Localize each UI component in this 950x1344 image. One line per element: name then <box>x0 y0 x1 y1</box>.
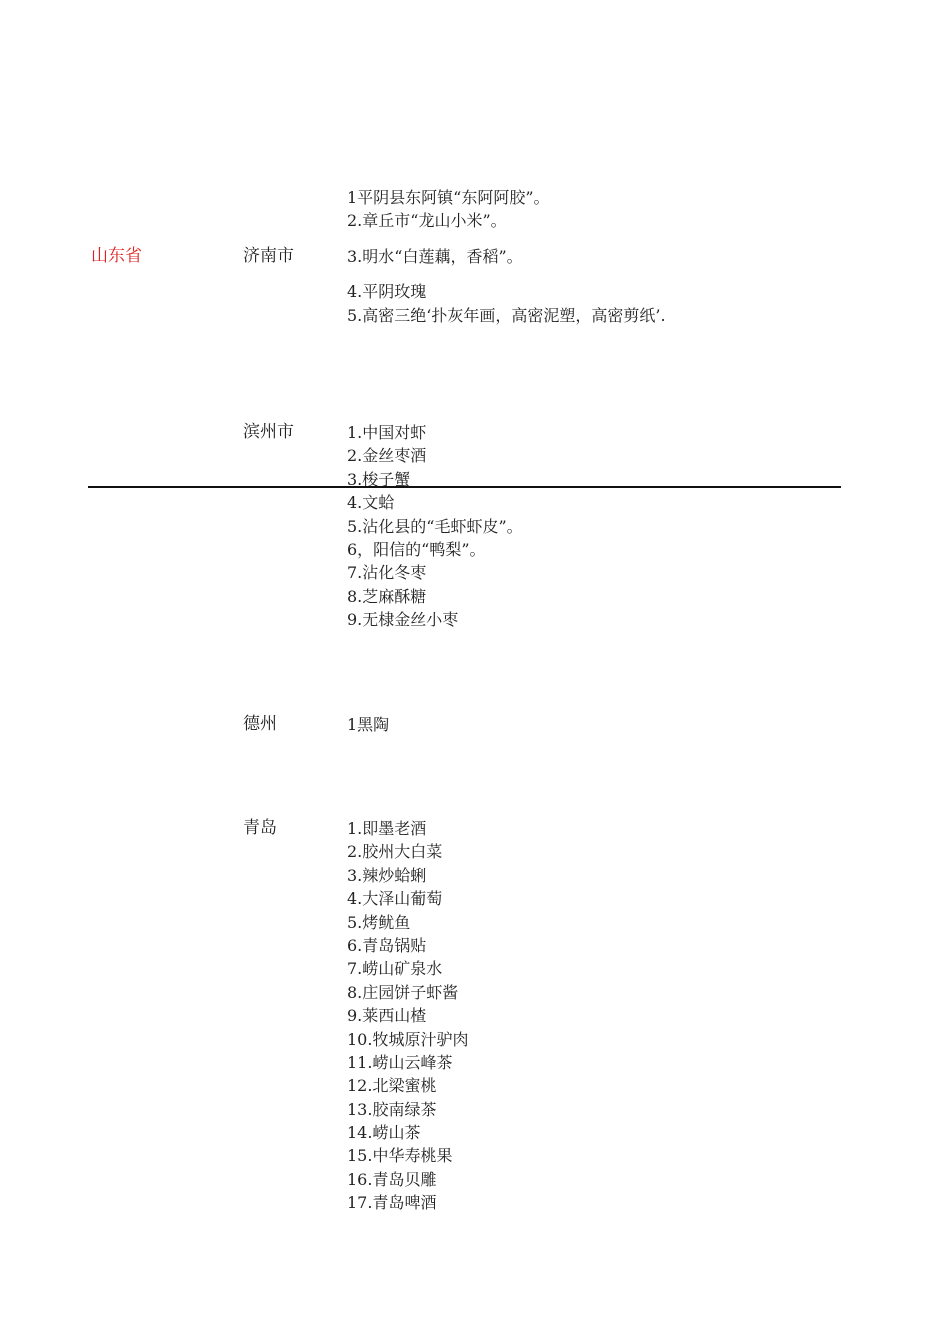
list-item: 2.章丘市“龙山小米”。 <box>347 211 507 231</box>
list-item: 3.梭子蟹 <box>347 469 411 489</box>
list-item: 2.金丝枣酒 <box>347 446 427 466</box>
list-item: 5.烤鱿鱼 <box>347 912 411 932</box>
list-item: 1.即墨老酒 <box>347 819 427 838</box>
list-item: 3.辣炒蛤蜊 <box>347 865 427 885</box>
list-item: 16.青岛贝雕 <box>347 1169 437 1189</box>
list-item: 1黑陶 <box>347 715 390 734</box>
specialty-list-qingdao <box>347 817 468 1215</box>
list-item: 13.胶南绿茶 <box>347 1099 437 1119</box>
city-label-qingdao: 青岛 <box>243 818 277 838</box>
city-label-dezhou: 德州 <box>243 714 277 734</box>
list-item: 6.青岛锅贴 <box>347 935 427 955</box>
section-divider <box>88 486 841 488</box>
list-item: 7.沾化冬枣 <box>347 563 427 583</box>
province-label: 山东省 <box>91 246 142 266</box>
specialty-list-dezhou <box>347 713 389 736</box>
list-item: 4.平阴玫瑰 <box>347 282 427 302</box>
city-label-jinan: 济南市 <box>243 246 294 266</box>
list-item: 8.芝麻酥糖 <box>347 586 427 606</box>
list-item: 9.无棣金丝小枣 <box>347 610 459 630</box>
specialty-list-jinan <box>347 186 739 328</box>
list-item: 14.崂山茶 <box>347 1123 421 1143</box>
list-item: 1平阴县东阿镇“东阿阿胶”。 <box>347 188 550 207</box>
list-item: 5.高密三绝‘扑灰年画，高密泥塑，高密剪纸’. <box>347 305 666 325</box>
list-item: 5.沾化县的“毛虾虾皮”。 <box>347 516 523 536</box>
list-item: 17.青岛啤酒 <box>347 1193 437 1213</box>
list-item: 15.中华寿桃果 <box>347 1146 453 1166</box>
list-item: 1.中国对虾 <box>347 423 427 442</box>
list-item: 8.庄园饼子虾酱 <box>347 982 459 1002</box>
list-item: 4.大泽山葡萄 <box>347 889 443 909</box>
city-label-binzhou: 滨州市 <box>243 422 294 442</box>
list-item: 9.莱西山楂 <box>347 1006 427 1026</box>
list-item: 4.文蛤 <box>347 493 395 513</box>
list-item: 7.崂山矿泉水 <box>347 959 443 979</box>
list-item: 2.胶州大白菜 <box>347 842 443 862</box>
list-item: 12.北梁蜜桃 <box>347 1076 437 1096</box>
list-item: 3.明水“白莲藕，香稻”。 <box>347 246 523 266</box>
list-item: 6，阳信的“鸭梨”。 <box>347 539 486 559</box>
specialty-list-binzhou <box>347 421 523 632</box>
list-item: 11.崂山云峰茶 <box>347 1052 453 1072</box>
list-item: 10.牧城原汁驴肉 <box>347 1029 469 1049</box>
